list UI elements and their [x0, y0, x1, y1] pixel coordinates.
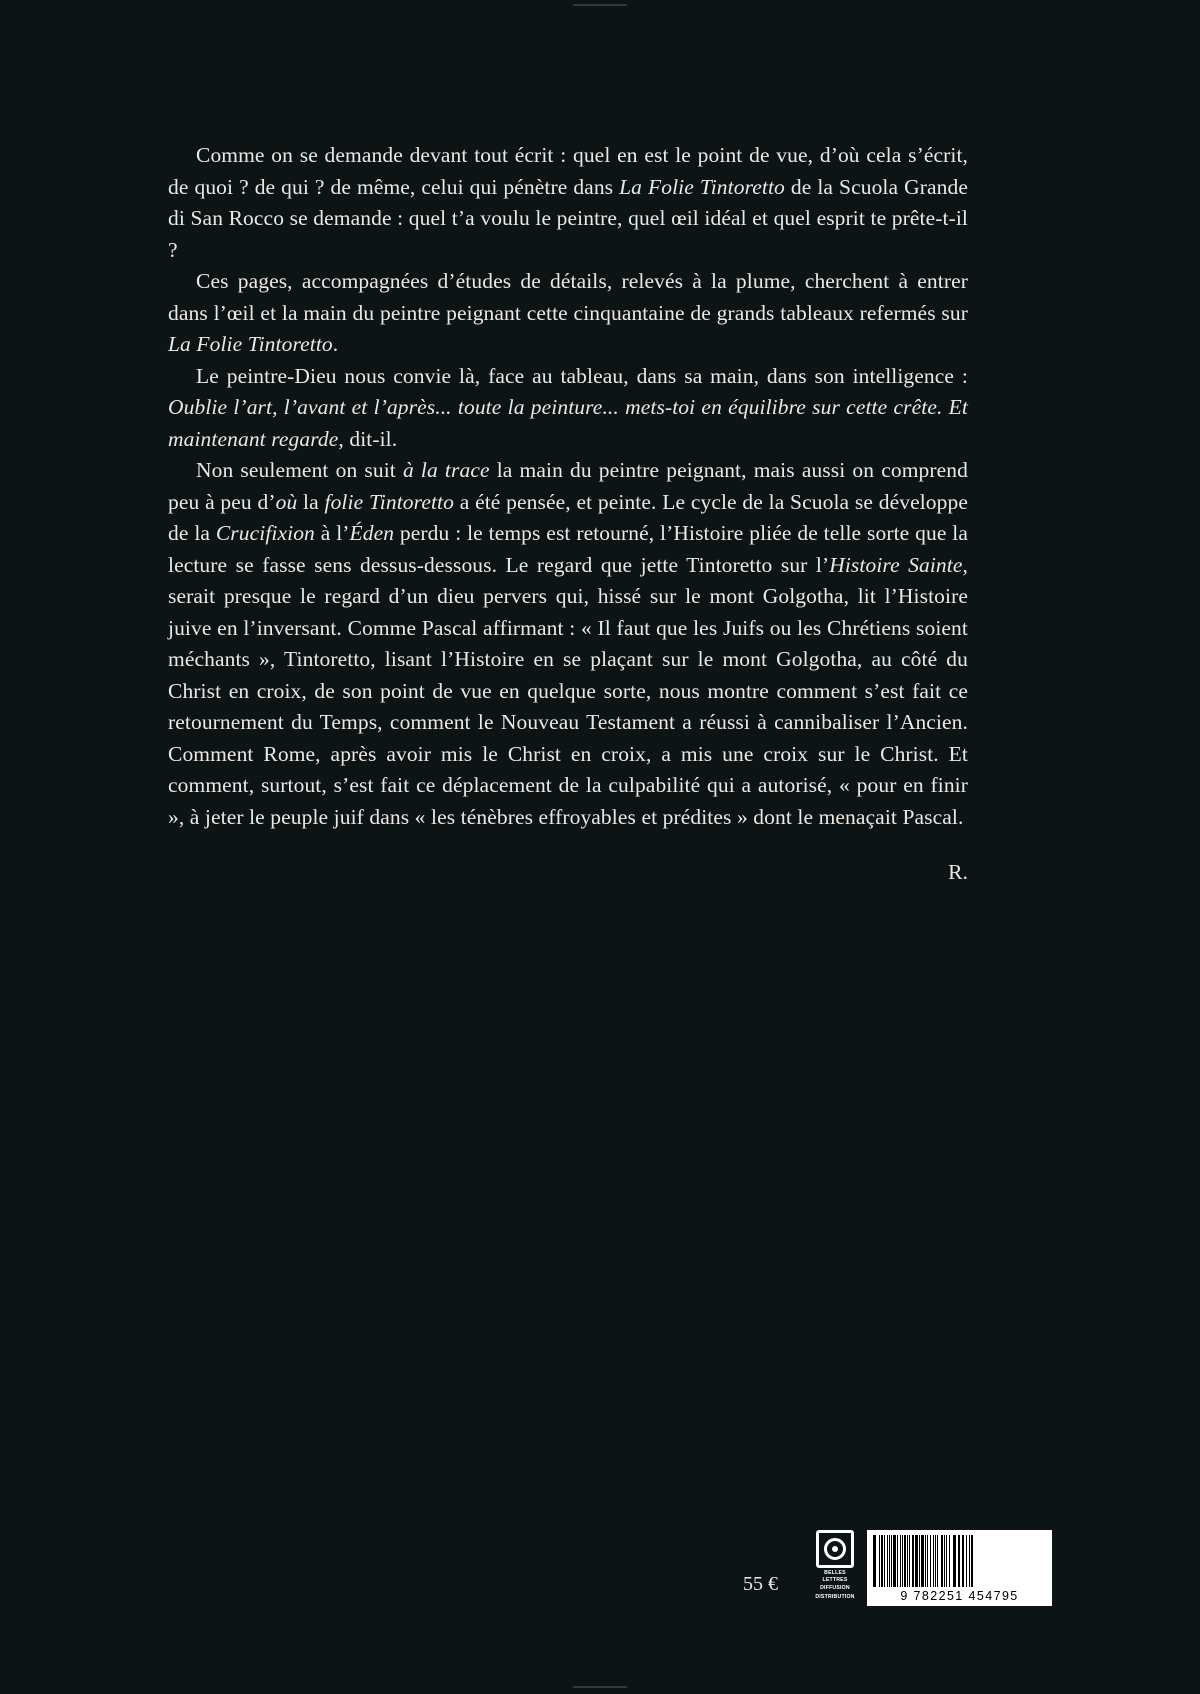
- blurb-paragraph-2: Ces pages, accompagnées d’études de détails, relevés à la plume, cherchent à entrer dans l’œil et la main du peintre peignant cette cinquantaine de grands tableaux refermés sur La Folie Tintoretto.: [168, 269, 968, 356]
- author-signature: R.: [948, 860, 968, 884]
- publisher-logo: [812, 1530, 858, 1604]
- price-label: 55 €: [743, 1573, 778, 1595]
- blurb-paragraph-4: Non seulement on suit à la trace la main du peintre peignant, mais aussi on comprend peu à peu d’où la folie Tintoretto a été pensée, et peinte. Le cycle de la Scuola se développe de la Crucifixion à l’Éden perdu : le temps est retourné, l’Histoire pliée de telle sorte que la lecture se fasse sens dessus-dessous. Le regard que jette Tintoretto sur l’Histoire Sainte, serait presque le regard d’un dieu pervers qui, hissé sur le mont Golgotha, lit l’Histoire juive en l’inversant. Comme Pascal affirmant : « Il faut que les Juifs ou les Chrétiens soient méchants », Tintoretto, lisant l’Histoire en se plaçant sur le mont Golgotha, au côté du Christ en croix, de son point de vue en quelque sorte, nous montre comment s’est fait ce retournement du Temps, comment le Nouveau Testament a réussi à cannibaliser l’Ancien. Comment Rome, après avoir mis le Christ en croix, a mis une croix sur le Christ. Et comment, surtout, s’est fait ce déplacement de la culpabilité qui a autorisé, « pour en finir », à jeter le peuple juif dans « les ténèbres effroyables et prédites » dont le menaçait Pascal.: [168, 458, 968, 829]
- publisher-logo-line-3: DISTRIBUTION: [815, 1593, 855, 1600]
- publisher-logo-line-1: BELLES LETTRES: [822, 1570, 848, 1583]
- barcode-digits: 9 782251 454795: [900, 1589, 1019, 1603]
- blurb-text: [168, 140, 968, 889]
- publisher-logo-line-2: DIFFUSION: [820, 1585, 850, 1592]
- publisher-emblem-icon: [816, 1530, 854, 1568]
- cover-footer: [0, 1530, 1200, 1608]
- crop-mark-bottom: [573, 1686, 627, 1688]
- blurb-paragraph-1: Comme on se demande devant tout écrit : quel en est le point de vue, d’où cela s’écrit, de quoi ? de qui ? de même, celui qui pénètre dans La Folie Tintoretto de la Scuola Grande di San Rocco se demande : quel t’a voulu le peintre, quel œil idéal et quel esprit te prête-t-il ?: [168, 143, 968, 262]
- barcode: [867, 1530, 1052, 1606]
- crop-mark-top: [573, 4, 627, 6]
- blurb-paragraph-3: Le peintre-Dieu nous convie là, face au tableau, dans sa main, dans son intelligence : Oublie l’art, l’avant et l’après... toute la peinture... mets-toi en équilibre sur cette crête. Et maintenant regarde, dit-il.: [168, 363, 968, 451]
- barcode-bars: [873, 1535, 1046, 1587]
